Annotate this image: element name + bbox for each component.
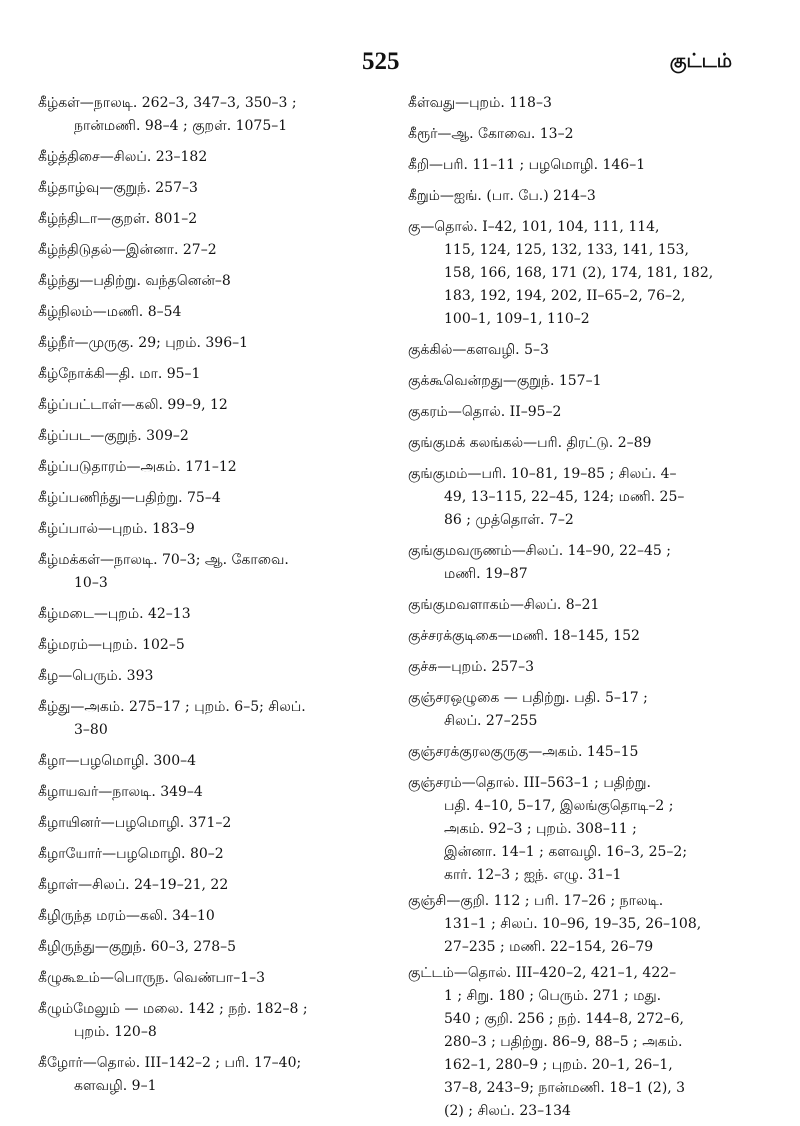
index-entry: கீழ்ந்திடுதல்—இன்னா. 27–2 [38, 242, 217, 258]
index-entry: குச்சு—புறம். 257–3 [408, 659, 534, 675]
index-entry: கீழ்மரம்—புறம். 102–5 [38, 637, 185, 653]
index-column-right [408, 92, 770, 1126]
page-number: 525 [362, 48, 400, 75]
index-entry: கீழிருந்து—குறுந். 60–3, 278–5 [38, 939, 237, 955]
index-entry: கீழ்மக்கள்—நாலடி. 70–3; ஆ. கோவை. 10–3 [38, 552, 289, 591]
index-entry: குங்குமக் கலங்கல்—பரி. திரட்டு. 2–89 [408, 435, 652, 451]
index-entry: கீழாயினர்—பழமொழி. 371–2 [38, 815, 232, 831]
index-entry: கீழ்ப்பட—குறுந். 309–2 [38, 428, 189, 444]
index-entry: கீள்வது—புறம். 118–3 [408, 95, 552, 111]
page-header [0, 48, 800, 78]
running-head-word: குட்டம் [669, 50, 732, 72]
index-entry: கீழுகூஉம்—பொருந. வெண்பா–1–3 [38, 970, 266, 986]
index-entry: கீரூர்—ஆ. கோவை. 13–2 [408, 126, 574, 142]
index-entry: கீழாள்—சிலப். 24–19–21, 22 [38, 877, 229, 893]
index-entry: குங்குமம்—பரி. 10–81, 19–85 ; சிலப். 4– 49, 13–115, 22–45, 124; மணி. 25– 86 ; முத்தொள். 7–2 [408, 466, 685, 528]
index-entry: கீழ்ப்படுதாரம்—அகம். 171–12 [38, 459, 237, 475]
index-entry: கீழ்ப்பால்—புறம். 183–9 [38, 521, 195, 537]
index-entry: குங்குமவளாகம்—சிலப். 8–21 [408, 597, 600, 613]
index-column-left [38, 92, 390, 1106]
index-entry: கீழும்மேலும் — மலை. 142 ; நற். 182–8 ; புறம். 120–8 [38, 1001, 308, 1040]
index-entry: கீழ்மடை—புறம். 42–13 [38, 606, 191, 622]
index-entry: கீறும்—ஐங். (பா. பே.) 214–3 [408, 188, 596, 204]
index-entry: கு—தொல். I–42, 101, 104, 111, 114, 115, 124, 125, 132, 133, 141, 153, 158, 166, 168, 171 (2), 174, 181, 182, 183, 192, 194, 202, II–65–2, 76–2, 100–1, 109–1, 110–2 [408, 219, 714, 327]
index-entry: கீழிருந்த மரம்—கலி. 34–10 [38, 908, 215, 924]
index-entry: கீழ்நோக்கி—தி. மா. 95–1 [38, 366, 201, 382]
index-entry: கீழோர்—தொல். III–142–2 ; பரி. 17–40; களவழி. 9–1 [38, 1055, 302, 1094]
index-entry: குஞ்சி—குறி. 112 ; பரி. 17–26 ; நாலடி. 131–1 ; சிலப். 10–96, 19–35, 26–108, 27–235 ; மணி. 22–154, 26–79 [408, 893, 702, 955]
index-entry: குஞ்சரம்—தொல். III–563–1 ; பதிற்று. பதி. 4–10, 5–17, இலங்குதொடி–2 ; அகம். 92–3 ; புறம். 308–11 ; இன்னா. 14–1 ; களவழி. 16–3, 25–2; கார். 12–3 ; ஐந். எழு. 31–1 [408, 775, 688, 883]
index-entry: கீழா—பழமொழி. 300–4 [38, 753, 197, 769]
index-entry: கீழாயவர்—நாலடி. 349–4 [38, 784, 203, 800]
index-entry: கீழ்ந்திடா—குறள். 801–2 [38, 211, 198, 227]
index-entry: குஞ்சரக்குரலகுருகு—அகம். 145–15 [408, 744, 639, 760]
index-entry: கீறி—பரி. 11–11 ; பழமொழி. 146–1 [408, 157, 646, 173]
index-entry: கீழாயோர்—பழமொழி. 80–2 [38, 846, 224, 862]
index-entry: குகரம்—தொல். II–95–2 [408, 404, 562, 420]
index-entry: குட்டம்—தொல். III–420–2, 421–1, 422– 1 ; சிறு. 180 ; பெரும். 271 ; மது. 540 ; குறி. 256 ; நற். 144–8, 272–6, 280–3 ; பதிற்று. 86–9, 88–5 ; அகம். 162–1, 280–9 ; புறம். 20–1, 26–1, 37–8, 243–9; நான்மணி. 18–1 (2), 3 (2) ; சிலப். 23–134 [408, 965, 686, 1119]
index-entry: கீழ்ப்பணிந்து—பதிற்று. 75–4 [38, 490, 221, 506]
index-entry: கீழ்து—அகம். 275–17 ; புறம். 6–5; சிலப். 3–80 [38, 699, 306, 738]
index-entry: கீழ்த்திசை—சிலப். 23–182 [38, 149, 208, 165]
index-entry: கீழ்தாழ்வு—குறுந். 257–3 [38, 180, 198, 196]
index-entry: கீழ்கள்—நாலடி. 262–3, 347–3, 350–3 ; நான்மணி. 98–4 ; குறள். 1075–1 [38, 95, 297, 134]
index-entry: குங்குமவருணம்—சிலப். 14–90, 22–45 ; மணி. 19–87 [408, 543, 671, 582]
index-entry: குக்கில்—களவழி. 5–3 [408, 342, 549, 358]
index-entry: கீழ்ப்பட்டாள்—கலி. 99–9, 12 [38, 397, 228, 413]
index-entry: கீழ—பெரும். 393 [38, 668, 154, 684]
index-entry: கீழ்நிலம்—மணி. 8–54 [38, 304, 182, 320]
index-entry: குஞ்சரஒழுகை — பதிற்று. பதி. 5–17 ; சிலப். 27–255 [408, 690, 648, 729]
index-entry: குக்கூவென்றது—குறுந். 157–1 [408, 373, 602, 389]
index-entry: கீழ்ந்து—பதிற்று. வந்தனென்–8 [38, 273, 231, 289]
index-entry: குச்சரக்குடிகை—மணி. 18–145, 152 [408, 628, 640, 644]
index-entry: கீழ்நீர்—முருகு. 29; புறம். 396–1 [38, 335, 249, 351]
